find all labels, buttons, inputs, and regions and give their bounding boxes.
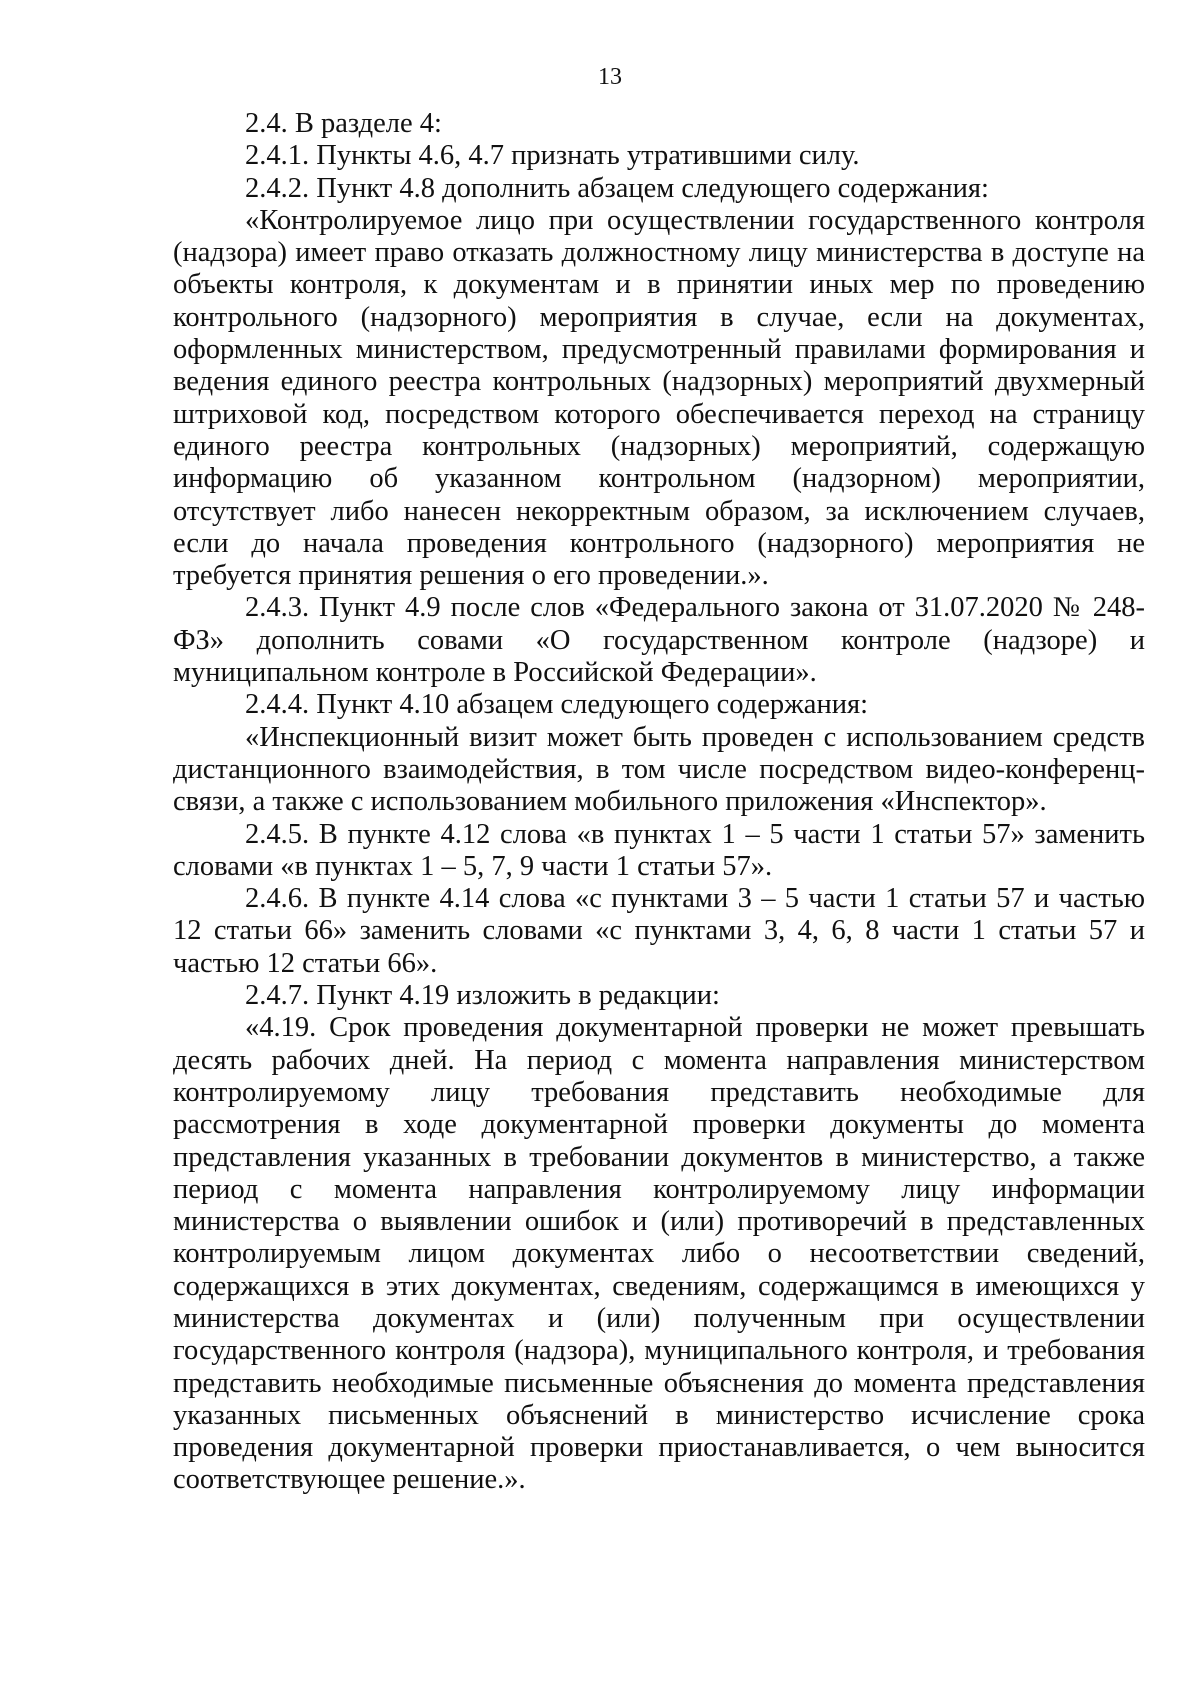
paragraph-2-4: 2.4. В разделе 4: (245, 108, 442, 139)
paragraph-2-4-5: 2.4.5. В пункте 4.12 слова «в пунктах 1 – 5 части 1 статьи 57» заменить словами «в пунктах 1 – 5, 7, 9 части 1 статьи 57». (173, 818, 1145, 882)
paragraph-quote-4-8: «Контролируемое лицо при осуществлении государственного контроля (надзора) имеет право отказать должностному лицу министерства в доступе на объекты контроля, к документам и в принятии иных мер по проведению контрольного (надзорного) мероприятия в случае, если на документах, оформленных министерством, предусмотренный правилами формирования и ведения единого реестра контрольных (надзорных) мероприятий двухмерный штриховой код, посредством которого обеспечивается переход на страницу единого реестра контрольных (надзорных) мероприятий, содержащую информацию об указанном контрольном (надзорном) мероприятии, отсутствует либо нанесен некорректным образом, за исключением случаев, если до начала проведения контрольного (надзорного) мероприятия не требуется принятия решения о его проведении.». (173, 204, 1145, 592)
paragraph-2-4-2: 2.4.2. Пункт 4.8 дополнить абзацем следующего содержания: (245, 172, 989, 204)
document-body (173, 108, 1145, 1497)
paragraph-2-4-1: 2.4.1. Пункты 4.6, 4.7 признать утратившими силу. (245, 140, 860, 172)
paragraph-2-4-7: 2.4.7. Пункт 4.19 изложить в редакции: (245, 980, 720, 1012)
paragraph-2-4-4: 2.4.4. Пункт 4.10 абзацем следующего содержания: (245, 689, 868, 721)
paragraph-quote-4-10: «Инспекционный визит может быть проведен с использованием средств дистанционного взаимодействия, в том числе посредством видео-конференц-связи, а также с использованием мобильного приложения «Инспектор». (173, 721, 1145, 818)
page-number: 13 (598, 64, 622, 90)
paragraph-2-4-6: 2.4.6. В пункте 4.14 слова «с пунктами 3 – 5 части 1 статьи 57 и частью 12 статьи 66» заменить словами «с пунктами 3, 4, 6, 8 части 1 статьи 57 и частью 12 статьи 66». (173, 883, 1145, 979)
paragraph-quote-4-19: «4.19. Срок проведения документарной проверки не может превышать десять рабочих дней. На период с момента направления министерством контролируемому лицу требования представить необходимые для рассмотрения в ходе документарной проверки документы до момента представления указанных в требовании документов в министерство, а также период с момента направления контролируемому лицу информации министерства о выявлении ошибок и (или) противоречий в представленных контролируемым лицом документах либо о несоответствии сведений, содержащихся в этих документах, сведениям, содержащимся в имеющихся у министерства документах и (или) полученным при осуществлении государственного контроля (надзора), муниципального контроля, и требования представить необходимые письменные объяснения до момента представления указанных письменных объяснений в министерство исчисление срока проведения документарной проверки приостанавливается, о чем выносится соответствующее решение.». (173, 1012, 1145, 1496)
paragraph-2-4-3: 2.4.3. Пункт 4.9 после слов «Федерального закона от 31.07.2020 № 248-ФЗ» дополнить совами «О государственном контроле (надзоре) и муниципальном контроле в Российской Федерации». (173, 592, 1145, 689)
